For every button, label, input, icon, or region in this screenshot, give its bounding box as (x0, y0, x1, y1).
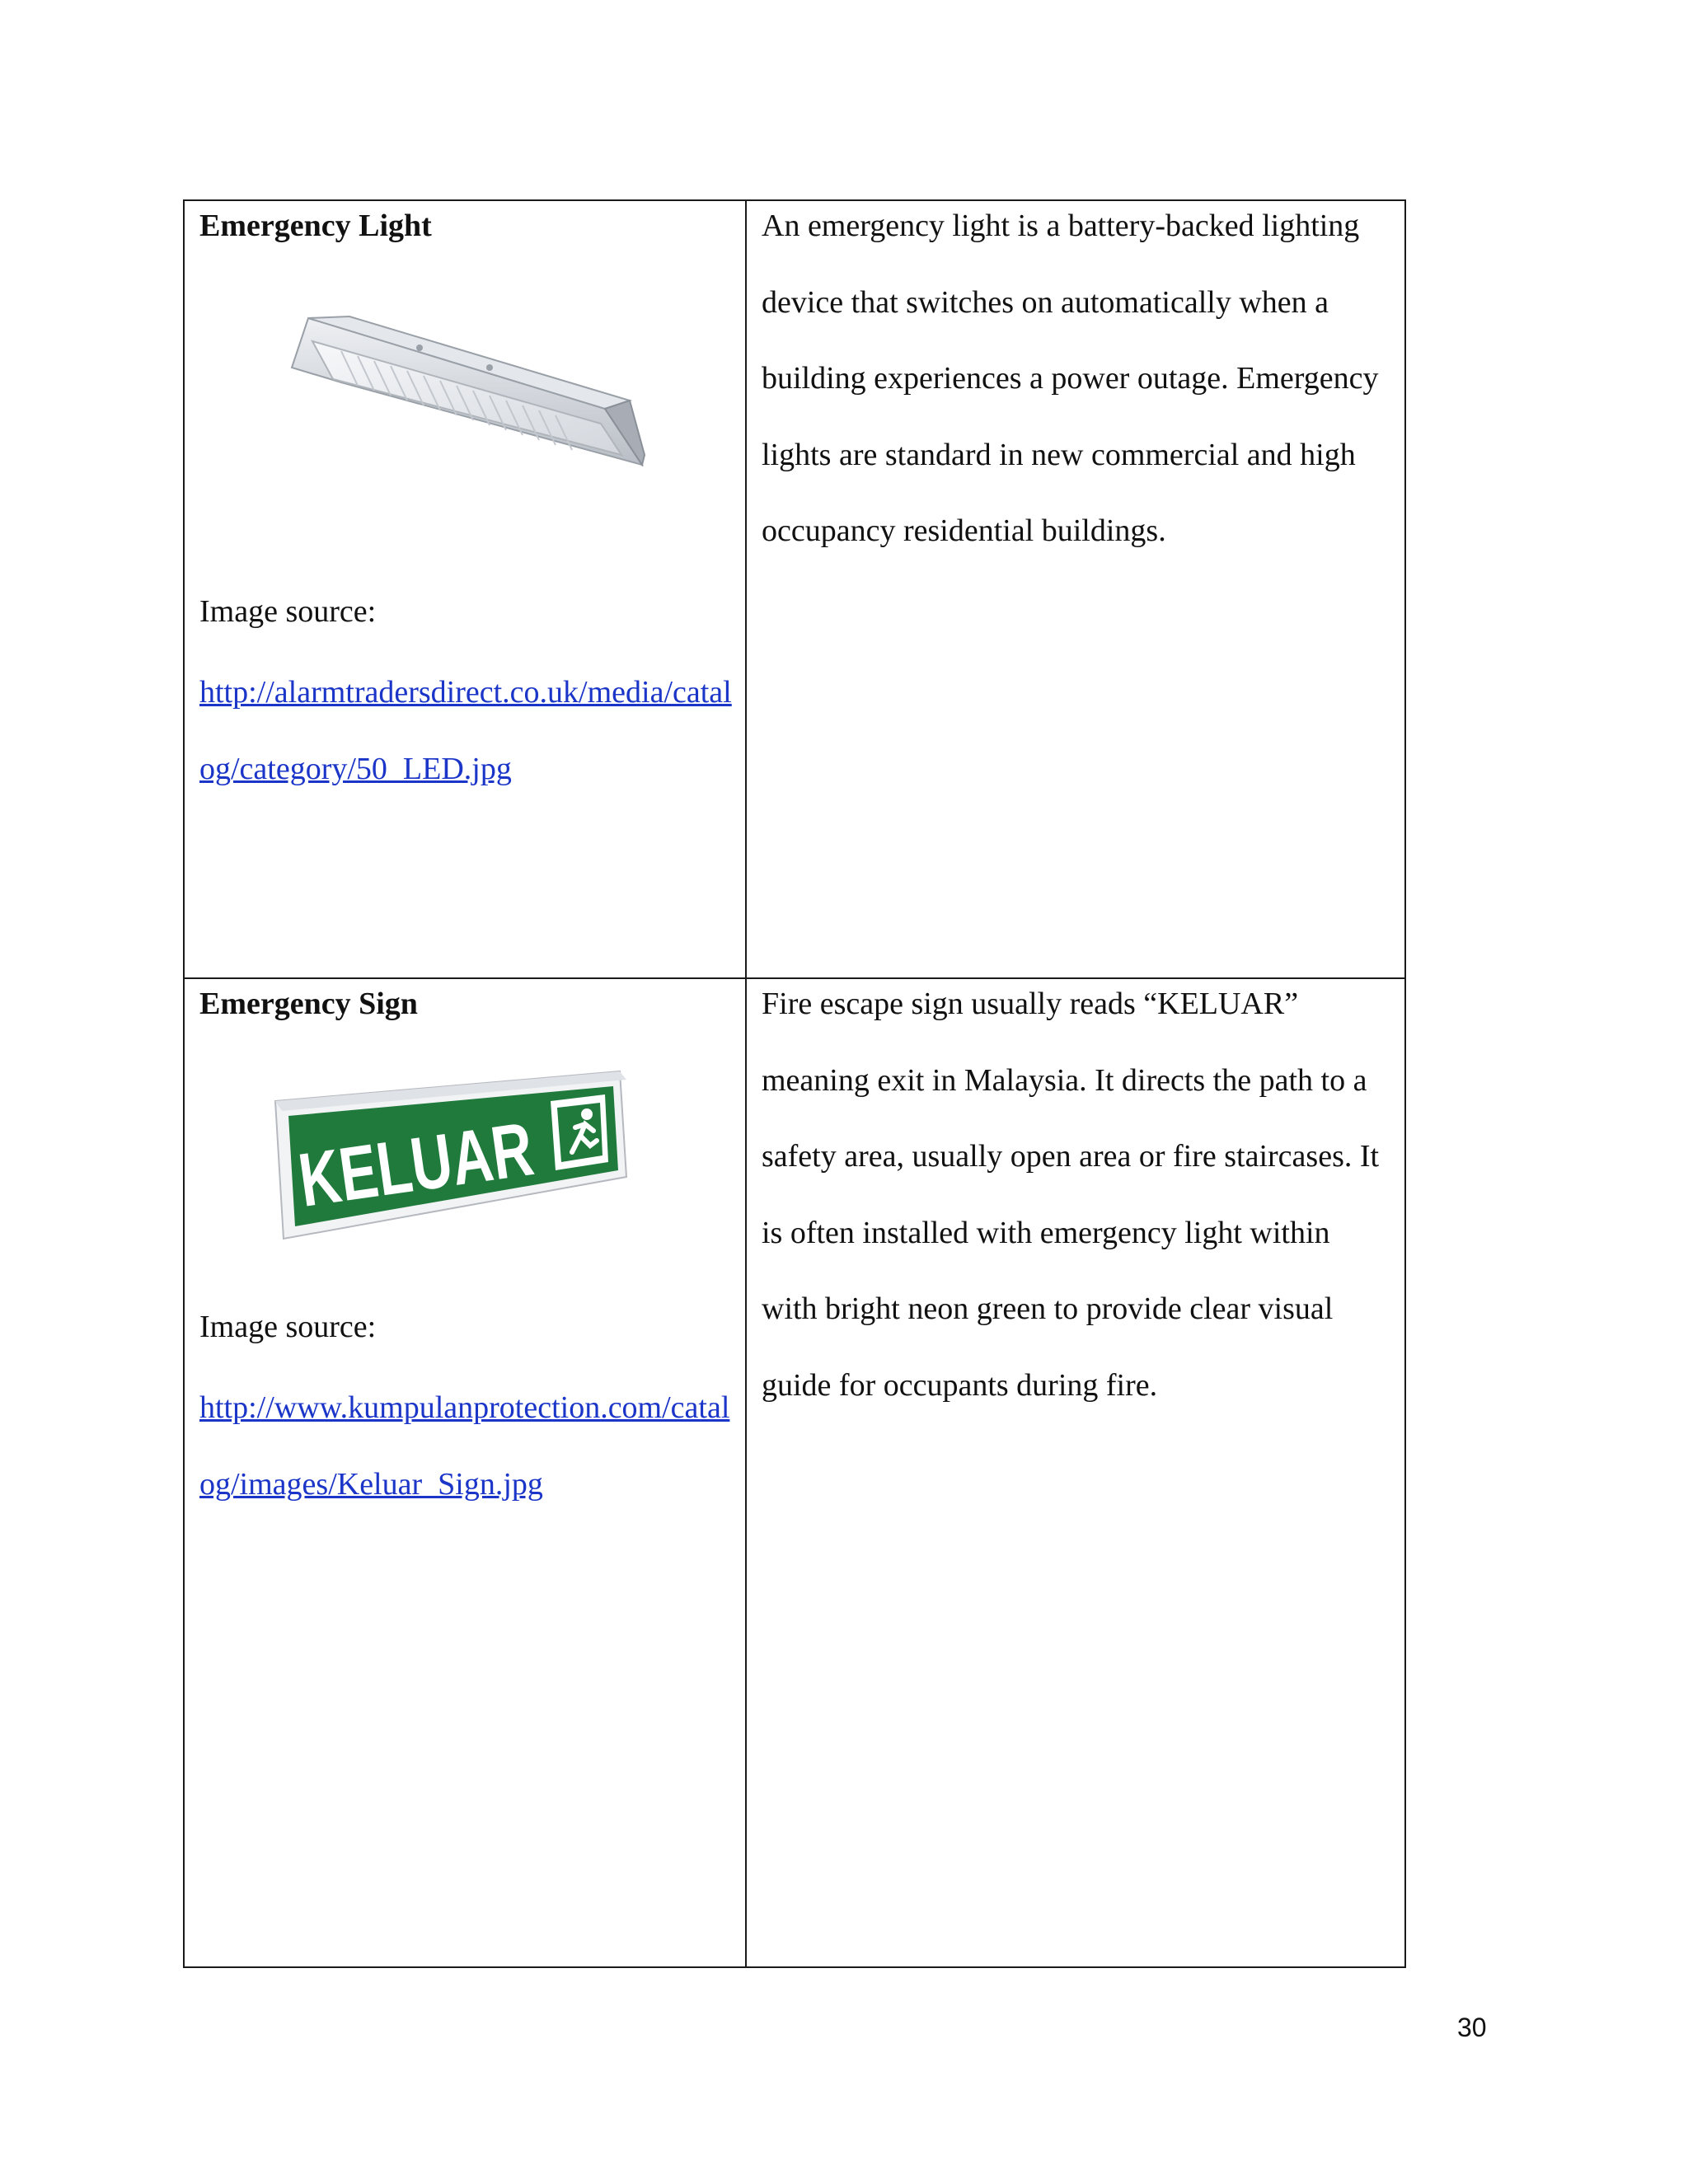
row-heading: Emergency Light (199, 209, 432, 243)
image-source-label: Image source: (199, 1310, 377, 1344)
description-text: Fire escape sign usually reads “KELUAR” meaning exit in Malaysia. It directs the path to a safety area, usually open area or fire staircases. It is often installed with emergency light within with bright neon green to provide clear visual guide for occupants during fire. (762, 987, 1380, 1403)
keluar-sign-icon (267, 1070, 630, 1251)
row-heading: Emergency Sign (199, 987, 418, 1021)
description-text: An emergency light is a battery-backed lighting device that switches on automatically when a building experiences a power outage. Emergency lights are standard in new commercial and high occupancy residential buildings. (762, 209, 1379, 548)
table-cell-right (747, 979, 1404, 1966)
sign-text: KELUAR (293, 1095, 619, 1223)
table-cell-right (747, 201, 1404, 977)
content-table (183, 199, 1406, 1968)
image-source-link[interactable]: http://alarmtradersdirect.co.uk/media/catalog/category/50_LED.jpg (199, 675, 732, 786)
table-cell-left (185, 979, 745, 1966)
table-cell-left (185, 201, 745, 977)
image-source-link[interactable]: http://www.kumpulanprotection.com/catalog/images/Keluar_Sign.jpg (199, 1390, 730, 1502)
page-number: 30 (1457, 2013, 1487, 2042)
table-row (185, 979, 1404, 1966)
table-row (185, 201, 1404, 979)
image-source-label: Image source: (199, 594, 377, 629)
emergency-light-icon (275, 308, 646, 473)
